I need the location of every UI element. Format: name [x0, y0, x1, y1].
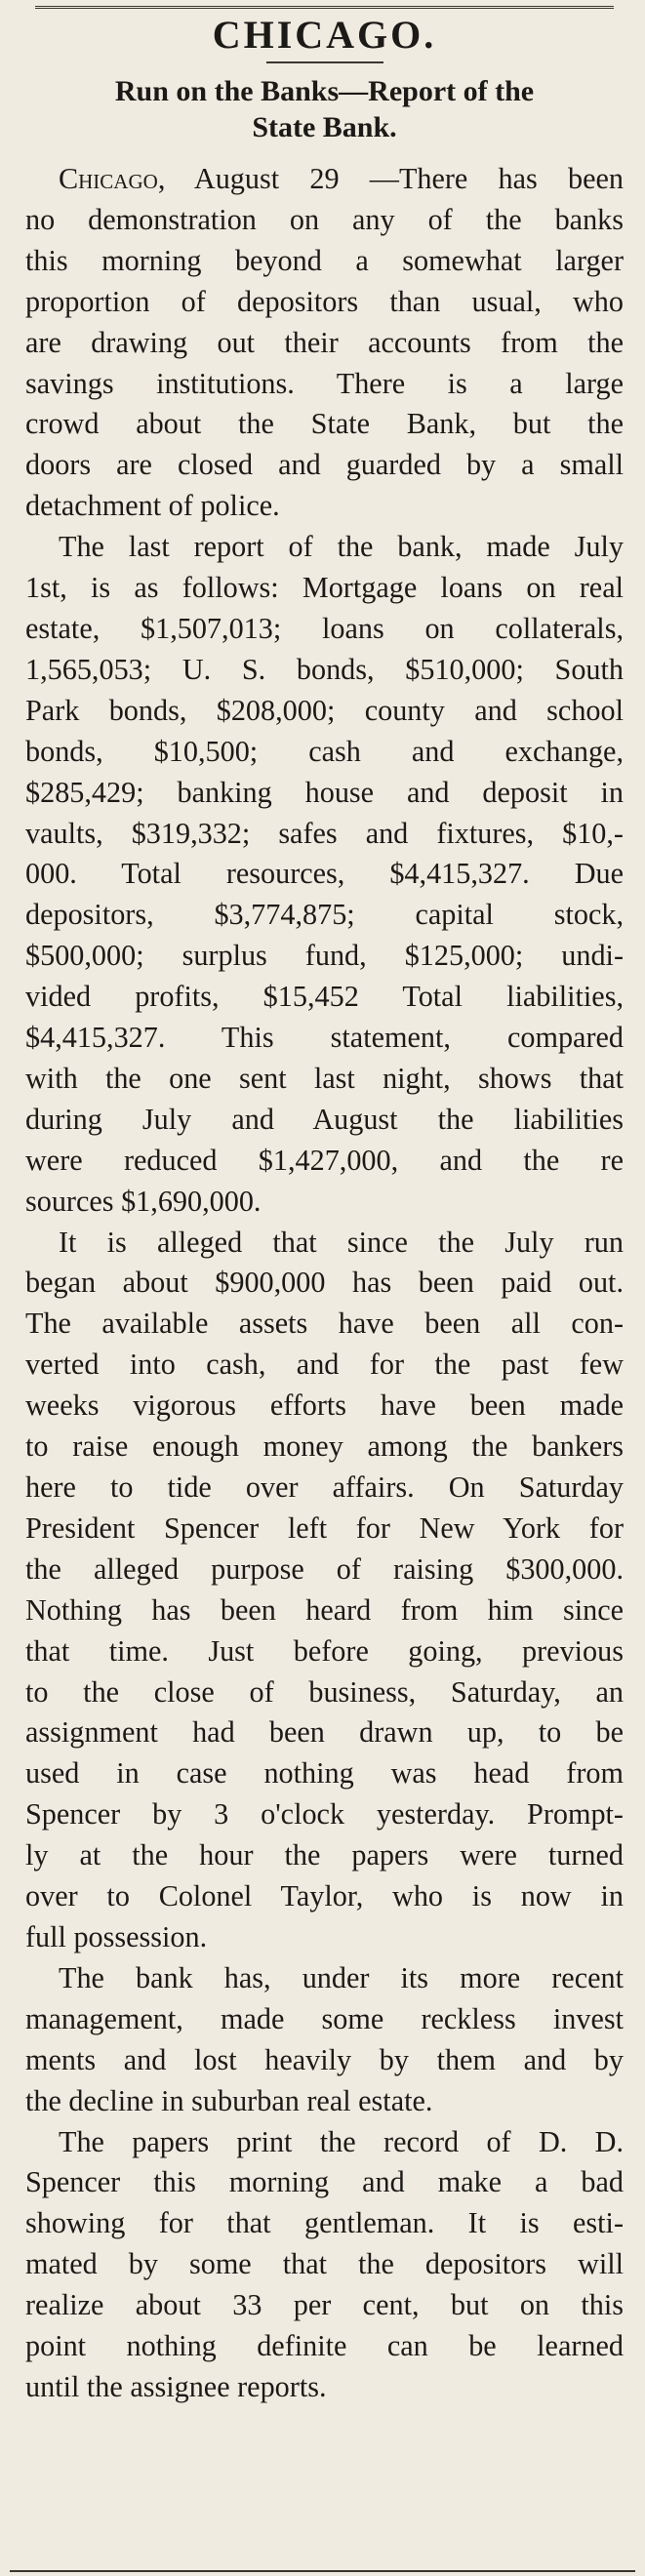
text-line: proportion of depositors than usual, who [25, 284, 624, 318]
text-line: 1,565,053; U. S. bonds, $510,000; South [25, 652, 624, 686]
text-line: showing for that gentleman. It is esti- [25, 2206, 624, 2240]
paragraph [25, 2122, 624, 2408]
paragraph [25, 527, 624, 1222]
text-line: detachment of police. [25, 489, 280, 523]
text-line: ly at the hour the papers were turned [25, 1838, 624, 1872]
text-line: that time. Just before going, previous [25, 1633, 624, 1668]
text-line: ments and lost heavily by them and by [25, 2042, 624, 2076]
text-line: Nothing has been heard from him since [25, 1592, 624, 1627]
bottom-rule [10, 2570, 635, 2572]
paragraph [25, 159, 624, 527]
subhead-line: Run on the Banks—Report of the [114, 75, 535, 107]
text-line: over to Colonel Taylor, who is now in [25, 1879, 624, 1913]
text-line: Spencer this morning and make a bad [25, 2165, 624, 2199]
text-line: weeks vigorous efforts have been made [25, 1389, 624, 1423]
text-line: the alleged purpose of raising $300,000. [25, 1551, 624, 1586]
text-line: during July and August the liabilities [25, 1102, 624, 1136]
text-line-content: , August 29 —There has been [157, 162, 624, 195]
text-line: 1st, is as follows: Mortgage loans on real [25, 571, 624, 605]
headline-rule [266, 61, 383, 63]
headline: CHICAGO. [212, 13, 437, 57]
paragraph [25, 1223, 624, 1958]
text-line: until the assignee reports. [25, 2369, 327, 2403]
text-line: here to tide over affairs. On Saturday [25, 1470, 624, 1504]
text-line: the decline in suburban real estate. [25, 2083, 433, 2117]
article-body [25, 159, 624, 2408]
text-line: sources $1,690,000. [25, 1184, 262, 1218]
text-line: this morning beyond a somewhat larger [25, 243, 624, 277]
text-line: management, made some reckless invest [25, 2001, 624, 2035]
text-line: were reduced $1,427,000, and the re [25, 1143, 624, 1177]
text-line: $500,000; surplus fund, $125,000; undi- [25, 939, 624, 973]
text-line: are drawing out their accounts from the [25, 325, 624, 359]
text-line: realize about 33 per cent, but on this [25, 2288, 624, 2322]
text-line: vided profits, $15,452 Total liabilities, [25, 980, 624, 1014]
text-line: depositors, $3,774,875; capital stock, [25, 898, 624, 932]
text-line: $4,415,327. This statement, compared [25, 1021, 624, 1055]
text-line: The bank has, under its more recent [59, 1960, 624, 1994]
top-rule [35, 0, 614, 9]
text-line: bonds, $10,500; cash and exchange, [25, 734, 624, 768]
text-line: began about $900,000 has been paid out. [25, 1266, 624, 1300]
text-line: estate, $1,507,013; loans on collaterals, [25, 611, 624, 645]
paragraph [25, 1958, 624, 2122]
text-line: savings institutions. There is a large [25, 366, 624, 400]
text-line: The available assets have been all con- [25, 1307, 624, 1341]
text-line: vaults, $319,332; safes and fixtures, $10,- [25, 816, 624, 850]
text-line [25, 159, 624, 200]
text-line: used in case nothing was head from [25, 1756, 624, 1791]
text-line: President Spencer left for New York for [25, 1510, 624, 1545]
dateline: Chicago [59, 162, 158, 195]
text-line: $285,429; banking house and deposit in [25, 775, 624, 809]
text-line: The last report of the bank, made July [59, 530, 624, 564]
text-line: no demonstration on any of the banks [25, 202, 624, 236]
text-line: Spencer by 3 o'clock yesterday. Prompt- [25, 1797, 624, 1831]
text-line: The papers print the record of D. D. [59, 2124, 624, 2158]
text-line: doors are closed and guarded by a small [25, 448, 624, 482]
text-line: to the close of business, Saturday, an [25, 1674, 624, 1709]
text-line: to raise enough money among the bankers [25, 1429, 624, 1464]
text-line: mated by some that the depositors will [25, 2247, 624, 2281]
text-line: with the one sent last night, shows that [25, 1061, 624, 1095]
text-line: verted into cash, and for the past few [25, 1348, 624, 1382]
text-line: 000. Total resources, $4,415,327. Due [25, 857, 624, 891]
subhead [25, 73, 624, 145]
subhead-line: State Bank. [252, 111, 397, 143]
text-line: full possession. [25, 1919, 208, 1953]
text-line: crowd about the State Bank, but the [25, 407, 624, 441]
text-line: assignment had been drawn up, to be [25, 1715, 624, 1750]
text-line: It is alleged that since the July run [59, 1225, 624, 1259]
text-line: Park bonds, $208,000; county and school [25, 693, 624, 727]
text-line: point nothing definite can be learned [25, 2329, 624, 2363]
